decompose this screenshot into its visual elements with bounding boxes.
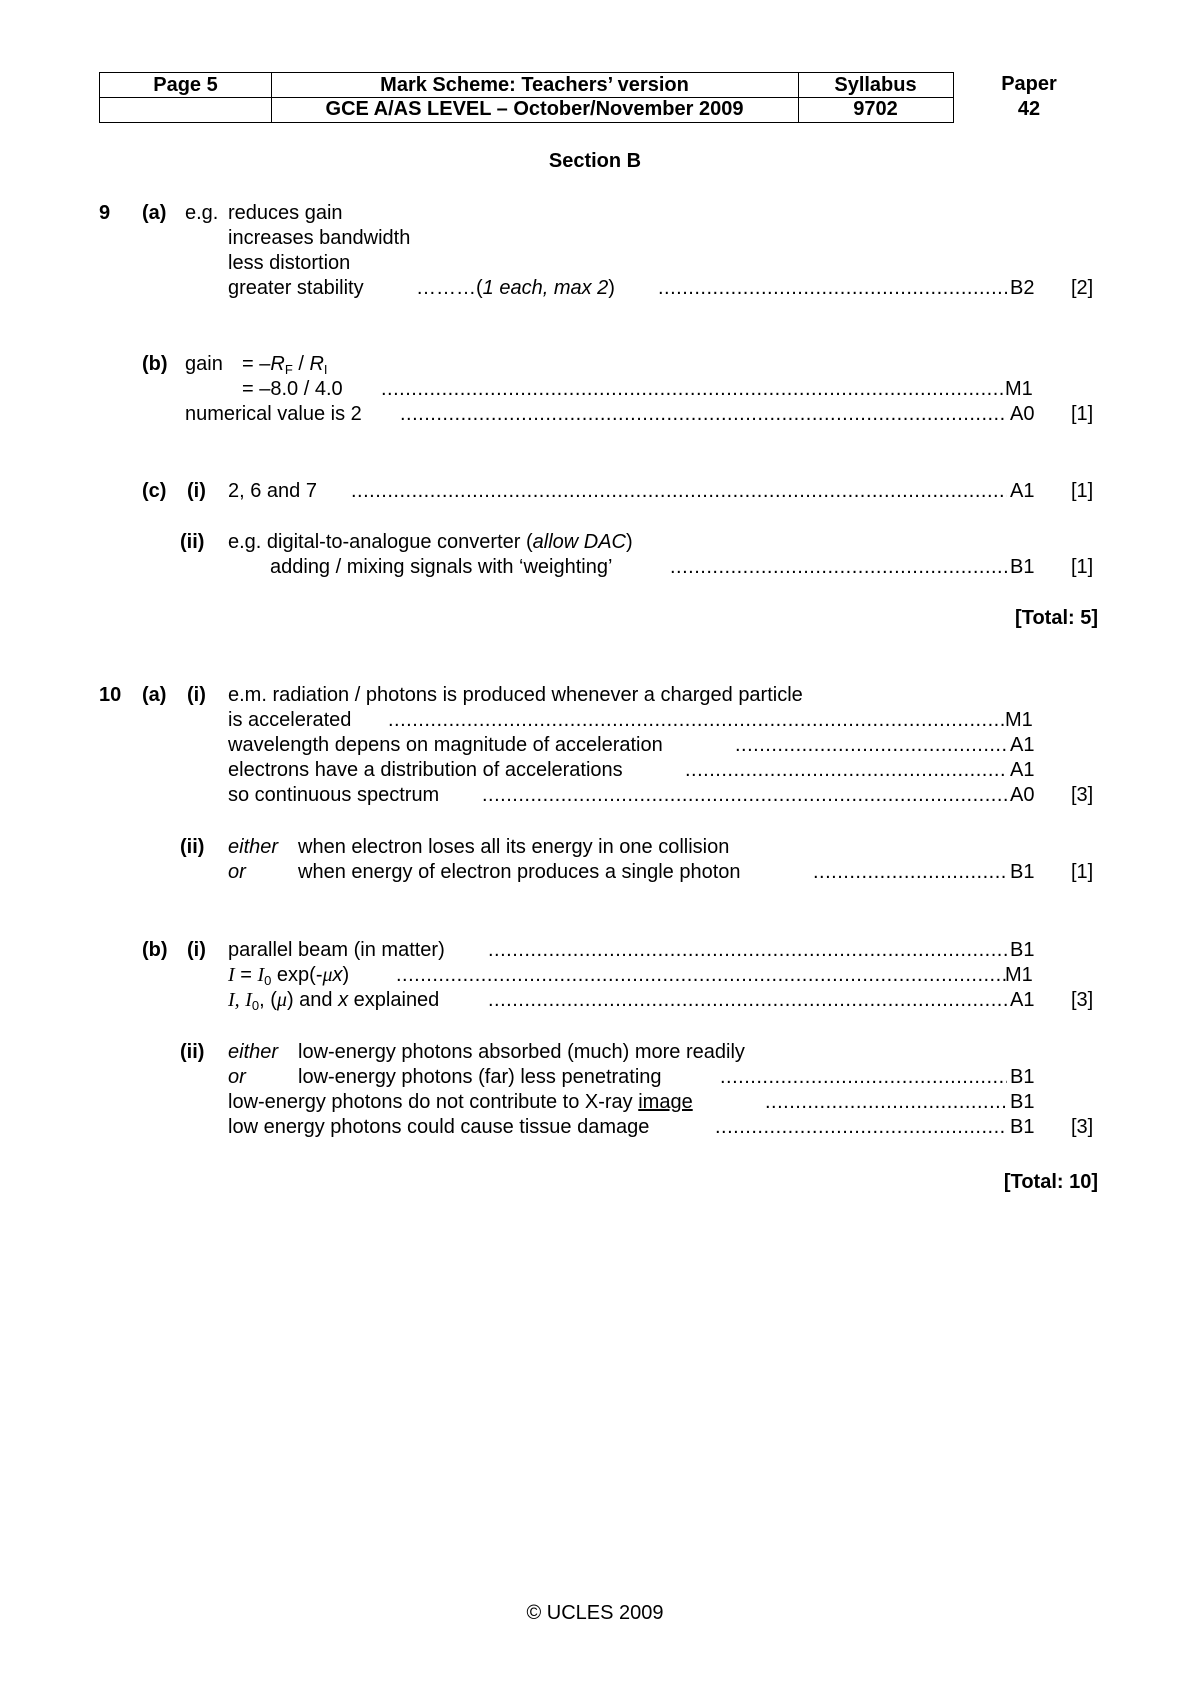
q9b-label: (b) bbox=[142, 353, 168, 375]
q10a-i-mark-4: A1 bbox=[1010, 759, 1035, 781]
leader-dots bbox=[381, 377, 1007, 401]
q10b-ii-row-3 bbox=[0, 1090, 1190, 1114]
q9b-m1-row bbox=[0, 377, 1190, 401]
q10b-i-line-1: parallel beam (in matter) bbox=[228, 939, 445, 961]
q10b-ii-row-2 bbox=[0, 1065, 1190, 1089]
header-subtitle: GCE A/AS LEVEL – October/November 2009 bbox=[271, 97, 799, 123]
q10b-ii-label: (ii) bbox=[180, 1041, 205, 1063]
q9a-line-3: less distortion bbox=[228, 252, 351, 274]
q10a-ii-line-2: when energy of electron produces a single photon bbox=[298, 861, 741, 883]
q10b-label: (b) bbox=[142, 939, 168, 961]
leader-dots bbox=[813, 860, 1007, 884]
q9a-label: (a) bbox=[142, 202, 167, 224]
q10b-i-line-3: I, $I_0$, (μ) and x explained bbox=[228, 989, 440, 1013]
q10a-ii-mark: B1 bbox=[1010, 861, 1035, 883]
leader-dots bbox=[482, 783, 1007, 807]
q9c-i-total: [1] bbox=[1071, 480, 1094, 502]
q9a-line-1: reduces gain bbox=[228, 202, 343, 224]
q10a-i-mark-5: A0 bbox=[1010, 784, 1035, 806]
q9c-i-mark-row bbox=[0, 479, 1190, 503]
q9b-mark-1: M1 bbox=[1005, 378, 1033, 400]
q10b-ii-either: either bbox=[228, 1041, 279, 1063]
q10a-i-row-2 bbox=[0, 708, 1190, 732]
q10b-ii-or: or bbox=[228, 1066, 246, 1088]
syllabus-label: Syllabus bbox=[798, 72, 954, 98]
header-table bbox=[99, 72, 1057, 125]
q10b-ii-line-1: low-energy photons absorbed (much) more readily bbox=[298, 1041, 745, 1063]
q10a-i-row-5 bbox=[0, 783, 1190, 807]
header-title: Mark Scheme: Teachers’ version bbox=[271, 72, 799, 98]
paper-number: 42 bbox=[1017, 98, 1041, 120]
leader-dots bbox=[351, 479, 1007, 503]
q10a-i-total: [3] bbox=[1071, 784, 1094, 806]
leader-dots bbox=[488, 938, 1007, 962]
q10a-label: (a) bbox=[142, 684, 167, 706]
leader-dots bbox=[715, 1115, 1007, 1139]
leader-dots bbox=[396, 963, 1007, 987]
q10a-i-mark-3: A1 bbox=[1010, 734, 1035, 756]
q10a-ii-or: or bbox=[228, 861, 246, 883]
q10b-i-mark-3: A1 bbox=[1010, 989, 1035, 1011]
q10b-ii-line-4: low energy photons could cause tissue damage bbox=[228, 1116, 650, 1138]
q9b-a0-row bbox=[0, 402, 1190, 426]
leader-dots bbox=[685, 758, 1007, 782]
q9a-line-4: greater stability bbox=[228, 277, 364, 299]
q9c-i-label: (i) bbox=[187, 480, 206, 502]
q9c-label: (c) bbox=[142, 480, 167, 502]
leader-dots bbox=[388, 708, 1007, 732]
leader-dots bbox=[735, 733, 1007, 757]
q9c-i-text: 2, 6 and 7 bbox=[228, 480, 317, 502]
q9b-total: [1] bbox=[1071, 403, 1094, 425]
q10a-ii-label: (ii) bbox=[180, 836, 205, 858]
q10b-i-label: (i) bbox=[187, 939, 206, 961]
q9c-ii-mark-row bbox=[0, 555, 1190, 579]
question-number-10: 10 bbox=[99, 684, 122, 706]
q9b-mark-2: A0 bbox=[1010, 403, 1035, 425]
q10b-ii-mark-2: B1 bbox=[1010, 1066, 1035, 1088]
q10b-i-mark-1: B1 bbox=[1010, 939, 1035, 961]
q10b-ii-row-4 bbox=[0, 1115, 1190, 1139]
q9c-i-mark: A1 bbox=[1010, 480, 1035, 502]
syllabus-code: 9702 bbox=[798, 97, 954, 123]
leader-dots bbox=[765, 1090, 1007, 1114]
q10b-ii-mark-3: B1 bbox=[1010, 1091, 1035, 1113]
q10a-ii-mark-row bbox=[0, 860, 1190, 884]
section-title: Section B bbox=[548, 150, 642, 172]
q10a-i-line-4: electrons have a distribution of accelerations bbox=[228, 759, 623, 781]
q10a-ii-either: either bbox=[228, 836, 279, 858]
footer-copyright: © UCLES 2009 bbox=[526, 1602, 664, 1624]
leader-dots bbox=[488, 988, 1007, 1012]
q9a-note: ………(1 each, max 2) bbox=[416, 277, 615, 299]
q9a-mark-row bbox=[0, 276, 1190, 300]
q9a-line-2: increases bandwidth bbox=[228, 227, 411, 249]
q9c-ii-mark: B1 bbox=[1010, 556, 1035, 578]
q9-total: [Total: 5] bbox=[1015, 607, 1098, 629]
q10a-i-line-5: so continuous spectrum bbox=[228, 784, 440, 806]
q9a-mark: B2 bbox=[1010, 277, 1035, 299]
q10a-i-label: (i) bbox=[187, 684, 206, 706]
q10-total: [Total: 10] bbox=[1003, 1171, 1098, 1193]
q10b-i-mark-2: M1 bbox=[1005, 964, 1033, 986]
q10b-i-row-3 bbox=[0, 988, 1190, 1012]
q9c-ii-label: (ii) bbox=[180, 531, 205, 553]
q10b-ii-line-2: low-energy photons (far) less penetrating bbox=[298, 1066, 662, 1088]
q10b-ii-total: [3] bbox=[1071, 1116, 1094, 1138]
q10a-i-row-4 bbox=[0, 758, 1190, 782]
leader-dots bbox=[720, 1065, 1007, 1089]
q10b-ii-mark-4: B1 bbox=[1010, 1116, 1035, 1138]
q10a-i-line-2: is accelerated bbox=[228, 709, 352, 731]
q10b-i-row-1 bbox=[0, 938, 1190, 962]
q9a-total: [2] bbox=[1071, 277, 1094, 299]
header-empty-cell bbox=[99, 97, 272, 123]
q10b-i-line-2: $I = I_0$ exp(-μx) bbox=[228, 964, 350, 988]
q10b-i-total: [3] bbox=[1071, 989, 1094, 1011]
q10a-ii-total: [1] bbox=[1071, 861, 1094, 883]
q10b-ii-line-3: low-energy photons do not contribute to X-ray image bbox=[228, 1091, 693, 1113]
q10a-i-line-1: e.m. radiation / photons is produced whenever a charged particle bbox=[228, 684, 803, 706]
q10b-i-row-2 bbox=[0, 963, 1190, 987]
q9c-ii-line-2: adding / mixing signals with ‘weighting’ bbox=[270, 556, 613, 578]
q9b-gain: gain bbox=[185, 353, 223, 375]
page-number: Page 5 bbox=[99, 72, 272, 98]
q10a-i-mark-2: M1 bbox=[1005, 709, 1033, 731]
q10a-i-row-3 bbox=[0, 733, 1190, 757]
q10a-ii-line-1: when electron loses all its energy in one collision bbox=[298, 836, 730, 858]
paper-label: Paper bbox=[1001, 73, 1057, 95]
q9b-equation-2: = –8.0 / 4.0 bbox=[242, 378, 343, 400]
leader-dots bbox=[400, 402, 1007, 426]
q10a-i-line-3: wavelength depens on magnitude of acceleration bbox=[228, 734, 663, 756]
q9c-ii-line-1: e.g. digital-to-analogue converter (allow DAC) bbox=[228, 531, 633, 553]
leader-dots bbox=[658, 276, 1007, 300]
q9c-ii-total: [1] bbox=[1071, 556, 1094, 578]
q9a-eg: e.g. bbox=[185, 202, 219, 224]
leader-dots bbox=[670, 555, 1007, 579]
q9b-line-3: numerical value is 2 bbox=[185, 403, 362, 425]
q9b-equation-1: = $-R_F / R_I$ bbox=[242, 353, 328, 377]
question-number-9: 9 bbox=[99, 202, 111, 224]
